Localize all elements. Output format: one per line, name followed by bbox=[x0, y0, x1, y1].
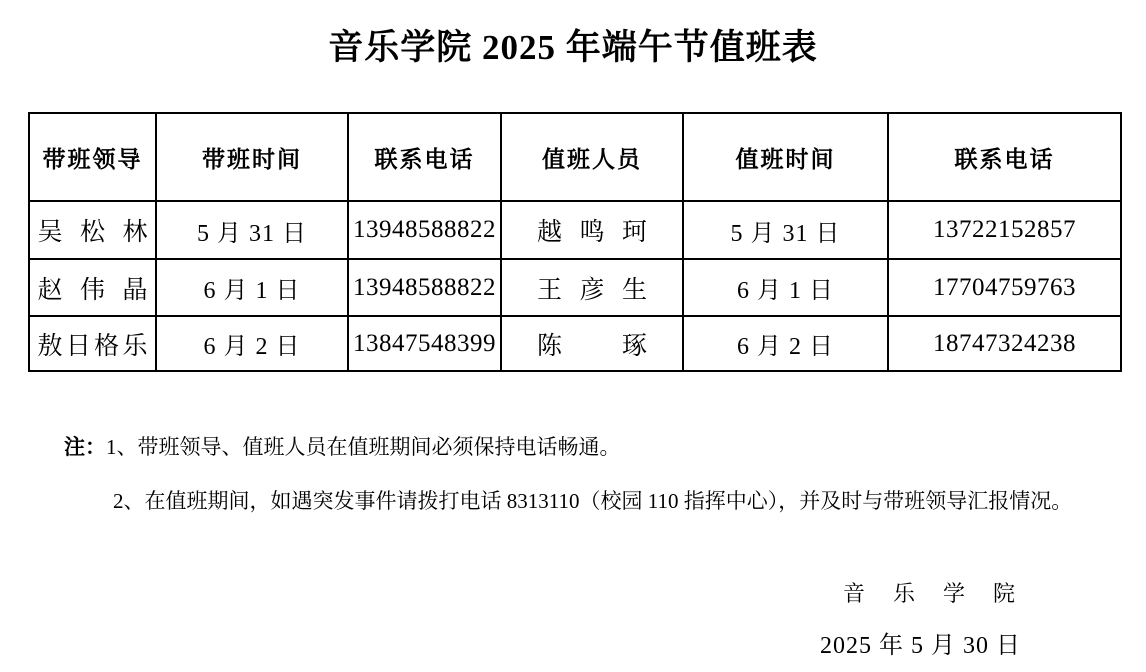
cell-leader-phone: 13948588822 bbox=[348, 259, 501, 316]
cell-duty-phone: 13722152857 bbox=[888, 201, 1121, 259]
table-header-row bbox=[29, 113, 1121, 201]
cell-duty-phone: 18747324238 bbox=[888, 316, 1121, 371]
header-cell-leader-phone: 联系电话 bbox=[348, 113, 501, 201]
duty-roster-table bbox=[28, 112, 1122, 372]
cell-leader-phone: 13948588822 bbox=[348, 201, 501, 259]
header-cell-leader-time: 带班时间 bbox=[156, 113, 348, 201]
note-text-1: 1、带班领导、值班人员在值班期间必须保持电话畅通。 bbox=[106, 435, 621, 459]
cell-leader-name: 敖日格乐 bbox=[29, 316, 156, 371]
signature-date: 2025 年 5 月 30 日 bbox=[820, 633, 1021, 659]
header-cell-duty-person: 值班人员 bbox=[501, 113, 683, 201]
cell-leader-phone: 13847548399 bbox=[348, 316, 501, 371]
table-row bbox=[29, 259, 1121, 316]
cell-duty-name: 王彦生 bbox=[501, 259, 683, 316]
cell-leader-name: 赵伟晶 bbox=[29, 259, 156, 316]
header-cell-leader: 带班领导 bbox=[29, 113, 156, 201]
header-cell-duty-phone: 联系电话 bbox=[888, 113, 1121, 201]
cell-duty-date: 6 月 1 日 bbox=[683, 259, 888, 316]
page-title: 音乐学院 2025 年端午节值班表 bbox=[328, 28, 818, 67]
cell-duty-name: 越鸣珂 bbox=[501, 201, 683, 259]
header-cell-duty-time: 值班时间 bbox=[683, 113, 888, 201]
table-row bbox=[29, 316, 1121, 371]
cell-leader-date: 6 月 2 日 bbox=[156, 316, 348, 371]
note-item-2: 2、在值班期间，如遇突发事件请拨打电话 8313110（校园 110 指挥中心），并及时与带班领导汇报情况。 bbox=[113, 489, 1073, 513]
cell-leader-date: 6 月 1 日 bbox=[156, 259, 348, 316]
cell-duty-phone: 17704759763 bbox=[888, 259, 1121, 316]
cell-duty-date: 5 月 31 日 bbox=[683, 201, 888, 259]
note-label: 注： bbox=[64, 435, 106, 459]
cell-duty-name: 陈琢 bbox=[501, 316, 683, 371]
signature-organization: 音 乐 学 院 bbox=[843, 581, 1019, 606]
note-item-1 bbox=[64, 431, 621, 461]
cell-leader-date: 5 月 31 日 bbox=[156, 201, 348, 259]
cell-leader-name: 吴松林 bbox=[29, 201, 156, 259]
table-row bbox=[29, 201, 1121, 259]
cell-duty-date: 6 月 2 日 bbox=[683, 316, 888, 371]
